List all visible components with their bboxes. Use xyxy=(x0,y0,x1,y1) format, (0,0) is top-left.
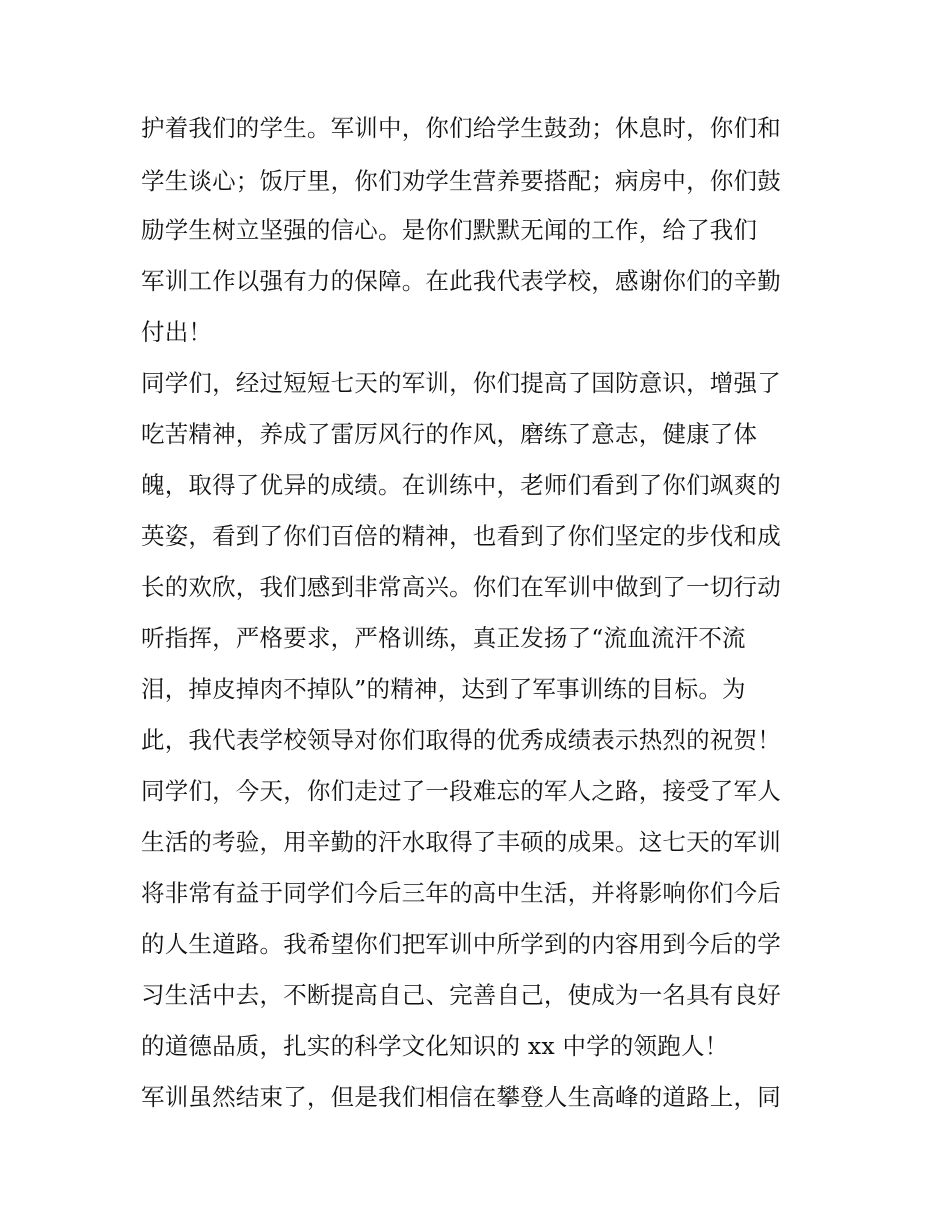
text-line: 军训工作以强有力的保障。在此我代表学校，感谢你们的辛勤 xyxy=(141,267,781,295)
text-line: 学生谈心；饭厅里，你们劝学生营养要搭配；病房中，你们鼓 xyxy=(141,167,781,195)
text-line: 英姿，看到了你们百倍的精神，也看到了你们坚定的步伐和成 xyxy=(141,522,781,550)
text-line: 生活的考验，用辛勤的汗水取得了丰硕的成果。这七天的军训 xyxy=(141,828,781,856)
text-line: 此，我代表学校领导对你们取得的优秀成绩表示热烈的祝贺！ xyxy=(141,726,781,754)
text-line: 军训虽然结束了，但是我们相信在攀登人生高峰的道路上，同 xyxy=(141,1083,781,1111)
text-line: 魄，取得了优异的成绩。在训练中，老师们看到了你们飒爽的 xyxy=(141,471,781,499)
text-line: 的人生道路。我希望你们把军训中所学到的内容用到今后的学 xyxy=(141,930,781,958)
text-line: 同学们，今天，你们走过了一段难忘的军人之路，接受了军人 xyxy=(141,777,781,805)
text-line: 将非常有益于同学们今后三年的高中生活，并将影响你们今后 xyxy=(141,879,781,907)
text-line: 励学生树立坚强的信心。是你们默默无闻的工作，给了我们 xyxy=(141,216,758,244)
text-line: 同学们，经过短短七天的军训，你们提高了国防意识，增强了 xyxy=(141,369,781,397)
text-line: 听指挥，严格要求，严格训练，真正发扬了“流血流汗不流 xyxy=(141,624,746,652)
text-line: 长的欢欣，我们感到非常高兴。你们在军训中做到了一切行动 xyxy=(141,573,781,601)
text-line: 吃苦精神，养成了雷厉风行的作风，磨练了意志，健康了体 xyxy=(141,420,758,448)
text-line: 习生活中去，不断提高自己、完善自己，使成为一名具有良好 xyxy=(141,981,781,1009)
text-line: 护着我们的学生。军训中，你们给学生鼓劲；休息时，你们和 xyxy=(141,114,781,142)
text-line: 泪，掉皮掉肉不掉队”的精神，达到了军事训练的目标。为 xyxy=(141,675,746,703)
text-line: 付出！ xyxy=(141,318,213,346)
text-line: 的道德品质，扎实的科学文化知识的 xx 中学的领跑人！ xyxy=(141,1032,729,1060)
